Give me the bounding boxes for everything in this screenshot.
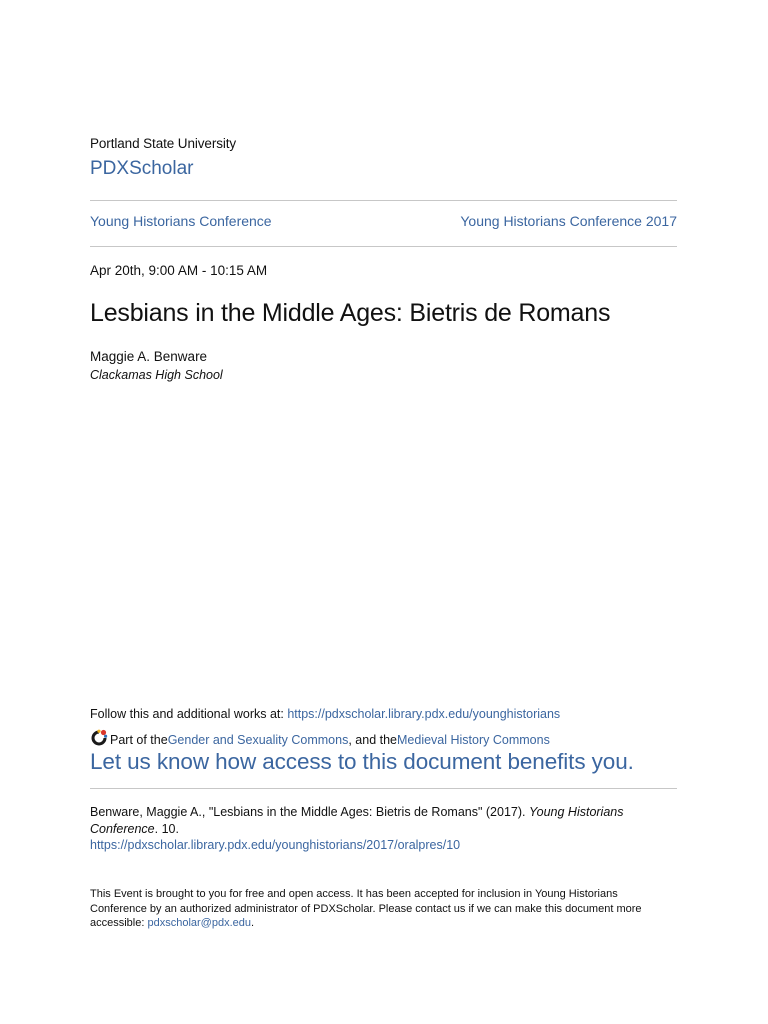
divider xyxy=(90,246,677,247)
author-name: Maggie A. Benware xyxy=(90,349,208,364)
notice-end: . xyxy=(251,917,255,929)
part-of-label: Part of the xyxy=(110,733,168,747)
divider xyxy=(90,200,677,201)
page-title: Lesbians in the Middle Ages: Bietris de Romans xyxy=(90,299,611,327)
network-commons-icon xyxy=(90,729,108,747)
access-notice xyxy=(90,887,677,931)
author-affiliation: Clackamas High School xyxy=(90,368,223,382)
series-breadcrumb xyxy=(90,213,677,229)
contact-email-link[interactable]: pdxscholar@pdx.edu xyxy=(147,917,251,929)
notice-text: This Event is brought to you for free and open access. It has been accepted for inclusion in Young Historians Conference by an authorized administrator of PDXScholar. Please contact us if we can make this document more accessible: xyxy=(90,888,642,929)
citation-url-link[interactable]: https://pdxscholar.library.pdx.edu/younghistorians/2017/oralpres/10 xyxy=(90,838,461,852)
divider xyxy=(90,788,677,789)
series-link[interactable]: Young Historians Conference xyxy=(90,213,272,229)
citation-text: Benware, Maggie A., "Lesbians in the Middle Ages: Bietris de Romans" (2017). xyxy=(90,805,529,819)
part-of-line xyxy=(90,731,677,749)
event-date: Apr 20th, 9:00 AM - 10:15 AM xyxy=(90,263,268,278)
recommended-citation xyxy=(90,804,677,838)
institution-name: Portland State University xyxy=(90,136,237,151)
benefits-feedback-link[interactable]: Let us know how access to this document benefits you. xyxy=(90,749,634,774)
gender-sexuality-commons-link[interactable]: Gender and Sexuality Commons xyxy=(167,733,349,747)
and-the-label: , and the xyxy=(348,733,397,747)
medieval-history-commons-link[interactable]: Medieval History Commons xyxy=(397,733,550,747)
repository-link[interactable]: PDXScholar xyxy=(90,158,194,179)
follow-line xyxy=(90,707,677,721)
citation-suffix: . 10. xyxy=(154,822,179,836)
conference-year-link[interactable]: Young Historians Conference 2017 xyxy=(460,213,677,229)
follow-label: Follow this and additional works at: xyxy=(90,707,288,721)
follow-link[interactable]: https://pdxscholar.library.pdx.edu/younghistorians xyxy=(287,707,561,721)
citation-journal: Young Historians Conference xyxy=(90,805,624,836)
